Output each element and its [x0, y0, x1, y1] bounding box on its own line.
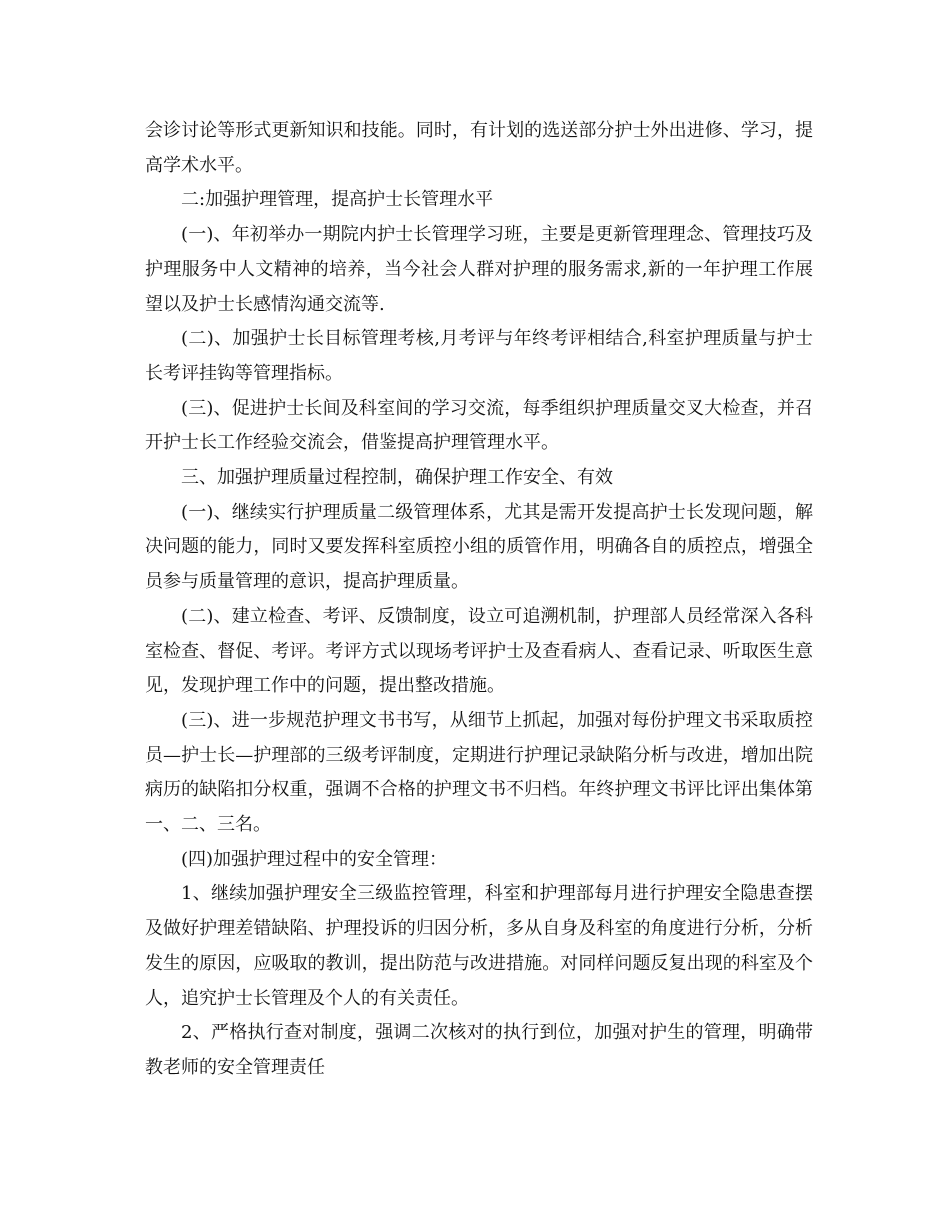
document-body — [145, 114, 813, 1086]
paragraph-8: (二)、建立检查、考评、反馈制度，设立可追溯机制，护理部人员经常深入各科室检查、督促、考评。考评方式以现场考评护士及查看病人、查看记录、听取医生意见，发现护理工作中的问题，提出整改措施。 — [145, 605, 813, 697]
paragraph-11: 1、继续加强护理安全三级监控管理，科室和护理部每月进行护理安全隐患查摆及做好护理差错缺陷、护理投诉的归因分析，多从自身及科室的角度进行分析，分析发生的原因，应吸取的教训，提出防范与改进措施。对同样问题反复出现的科室及个人，追究护士长管理及个人的有关责任。 — [145, 883, 813, 1009]
paragraph-3: (一)、年初举办一期院内护士长管理学习班，主要是更新管理理念、管理技巧及护理服务中人文精神的培养，当今社会人群对护理的服务需求,新的一年护理工作展望以及护士长感情沟通交流等. — [145, 224, 813, 315]
paragraph-2-heading: 二:加强护理管理，提高护士长管理水平 — [181, 189, 494, 211]
paragraph-6-heading: 三、加强护理质量过程控制，确保护理工作安全、有效 — [181, 467, 613, 489]
paragraph-9: (三)、进一步规范护理文书书写，从细节上抓起，加强对每份护理文书采取质控员—护士长—护理部的三级考评制度，定期进行护理记录缺陷分析与改进，增加出院病历的缺陷扣分权重，强调不合格的护理文书不归档。年终护理文书评比评出集体第一、二、三名。 — [145, 709, 813, 836]
paragraph-12: 2、严格执行查对制度，强调二次核对的执行到位，加强对护生的管理，明确带教老师的安全管理责任 — [145, 1022, 813, 1078]
paragraph-7: (一)、继续实行护理质量二级管理体系，尤其是需开发提高护士长发现问题，解决问题的能力，同时又要发挥科室质控小组的质管作用，明确各自的质控点，增强全员参与质量管理的意识，提高护理质量。 — [145, 501, 813, 593]
paragraph-10-heading: (四)加强护理过程中的安全管理： — [181, 848, 448, 870]
paragraph-1: 会诊讨论等形式更新知识和技能。同时，有计划的选送部分护士外出进修、学习，提高学术水平。 — [145, 120, 813, 176]
paragraph-4: (二)、加强护士长目标管理考核,月考评与年终考评相结合,科室护理质量与护士长考评挂钩等管理指标。 — [145, 328, 813, 384]
paragraph-5: (三)、促进护士长间及科室间的学习交流，每季组织护理质量交叉大检查，并召开护士长工作经验交流会，借鉴提高护理管理水平。 — [145, 397, 813, 454]
